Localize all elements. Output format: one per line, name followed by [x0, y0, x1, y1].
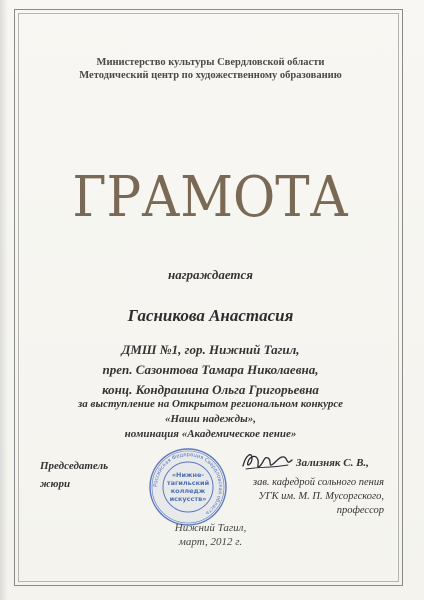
- city-text: Нижний Тагил,: [174, 522, 247, 534]
- seal-text-3: колледж: [170, 487, 206, 495]
- certificate-title: ГРАМОТА: [72, 165, 349, 230]
- signer-role-3: профессор: [336, 505, 384, 516]
- teacher-line: преп. Сазонтова Тамара Николаевна,: [102, 362, 319, 377]
- seal-text-2: тагильский: [166, 479, 210, 487]
- issuer-header: [20, 56, 401, 82]
- contest-line-1: за выступление на Открытом региональном конкурсе: [78, 398, 343, 410]
- seal-text-1: «Нижне-: [171, 471, 205, 479]
- recipient-details: [20, 340, 401, 400]
- seal-text-4: искусств»: [169, 495, 207, 503]
- jury-chair-label: [40, 457, 108, 493]
- chair-line-2: жюри: [40, 478, 71, 490]
- chair-line-1: Председатель: [40, 460, 109, 472]
- handwritten-signature: [240, 448, 296, 474]
- school-line: ДМШ №1, гор. Нижний Тагил,: [121, 342, 300, 357]
- scan-edge-shadow: [0, 0, 8, 600]
- signer-credentials: [230, 476, 384, 518]
- seal-ring-text: Российская Федерация Свердловская область: [152, 451, 224, 517]
- contest-description: [20, 397, 401, 442]
- signer-role-1: зав. кафедрой сольного пения: [252, 477, 384, 488]
- issuer-line-2: Методический центр по художественному образованию: [79, 70, 342, 81]
- recipient-name: Гасникова Анастасия: [127, 306, 294, 325]
- issuer-line-1: Министерство культуры Свердловской области: [96, 57, 325, 68]
- signer-name: Зализняк С. В.,: [296, 457, 369, 469]
- nomination-line: номинация «Академическое пение»: [124, 428, 297, 440]
- awarded-text: награждается: [167, 267, 254, 282]
- signer-role-2: УГК им. М. П. Мусоргского,: [258, 491, 384, 502]
- contest-name: «Наши надежды»,: [164, 413, 257, 425]
- official-seal-stamp: [148, 447, 228, 527]
- date-text: март, 2012 г.: [178, 536, 243, 548]
- accompanist-line: конц. Кондрашина Ольга Григорьевна: [102, 382, 319, 397]
- place-and-date: [20, 521, 401, 549]
